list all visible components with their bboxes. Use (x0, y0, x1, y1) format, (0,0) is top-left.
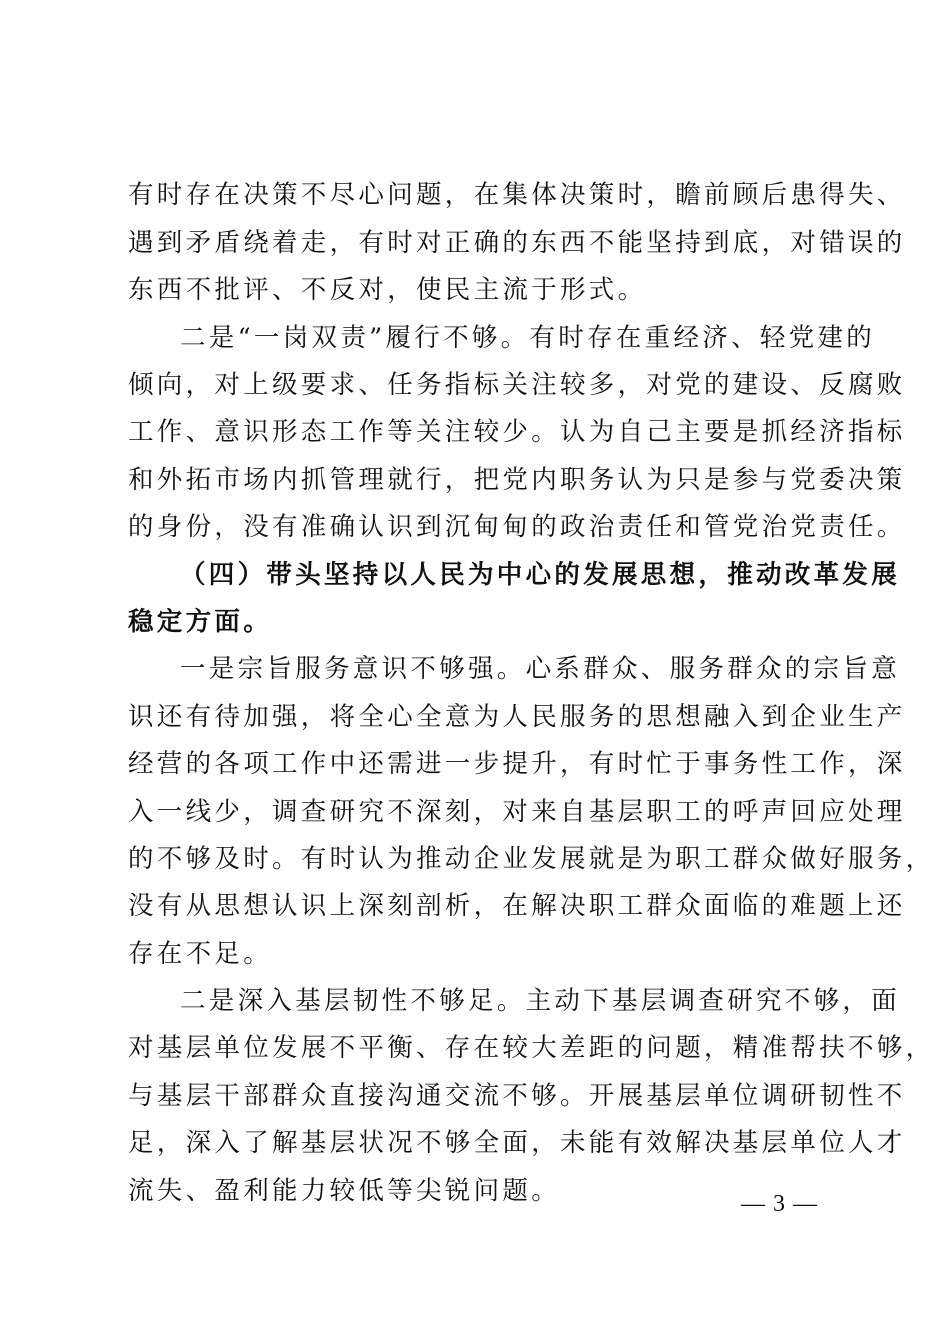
paragraph-line: 的不够及时。有时认为推动企业发展就是为职工群众做好服务， (128, 844, 935, 874)
paragraph-line: 存在不足。 (128, 939, 273, 969)
section-heading: （四）带头坚持以人民为中心的发展思想，推动改革发展 (180, 560, 901, 590)
paragraph-line: 没有从思想认识上深刻剖析，在解决职工群众面临的难题上还 (128, 891, 906, 921)
paragraph-line: 工作、意识形态工作等关注较少。认为自己主要是抓经济指标 (128, 417, 906, 447)
paragraph-line: 和外拓市场内抓管理就行，把党内职务认为只是参与党委决策 (128, 465, 906, 495)
paragraph-line: 遇到矛盾绕着走，有时对正确的东西不能坚持到底，对错误的 (128, 228, 906, 258)
paragraph-line: 流失、盈利能力较低等尖锐问题。 (128, 1176, 561, 1206)
section-heading: 稳定方面。 (128, 607, 273, 637)
paragraph-line: 有时存在决策不尽心问题，在集体决策时，瞻前顾后患得失、 (128, 180, 906, 210)
paragraph-line: 经营的各项工作中还需进一步提升，有时忙于事务性工作，深 (128, 749, 906, 779)
paragraph-line: 识还有待加强，将全心全意为人民服务的思想融入到企业生产 (128, 702, 906, 732)
paragraph-line: 的身份，没有准确认识到沉甸甸的政治责任和管党治党责任。 (128, 512, 906, 542)
paragraph-line: 入一线少，调查研究不深刻，对来自基层职工的呼声回应处理 (128, 797, 906, 827)
paragraph-line: 足，深入了解基层状况不够全面，未能有效解决基层单位人才 (128, 1128, 906, 1158)
paragraph-line: 一是宗旨服务意识不够强。心系群众、服务群众的宗旨意 (180, 654, 901, 684)
paragraph-line: 二是“一岗双责”履行不够。有时存在重经济、轻党建的 (180, 323, 876, 353)
paragraph-line: 对基层单位发展不平衡、存在较大差距的问题，精准帮扶不够， (128, 1033, 935, 1063)
paragraph-line: 二是深入基层韧性不够足。主动下基层调查研究不够，面 (180, 986, 901, 1016)
paragraph-line: 东西不批评、不反对，使民主流于形式。 (128, 275, 647, 305)
page-number: — 3 — (741, 1191, 818, 1217)
paragraph-line: 倾向，对上级要求、任务指标关注较多，对党的建设、反腐败 (128, 370, 906, 400)
paragraph-line: 与基层干部群众直接沟通交流不够。开展基层单位调研韧性不 (128, 1081, 906, 1111)
